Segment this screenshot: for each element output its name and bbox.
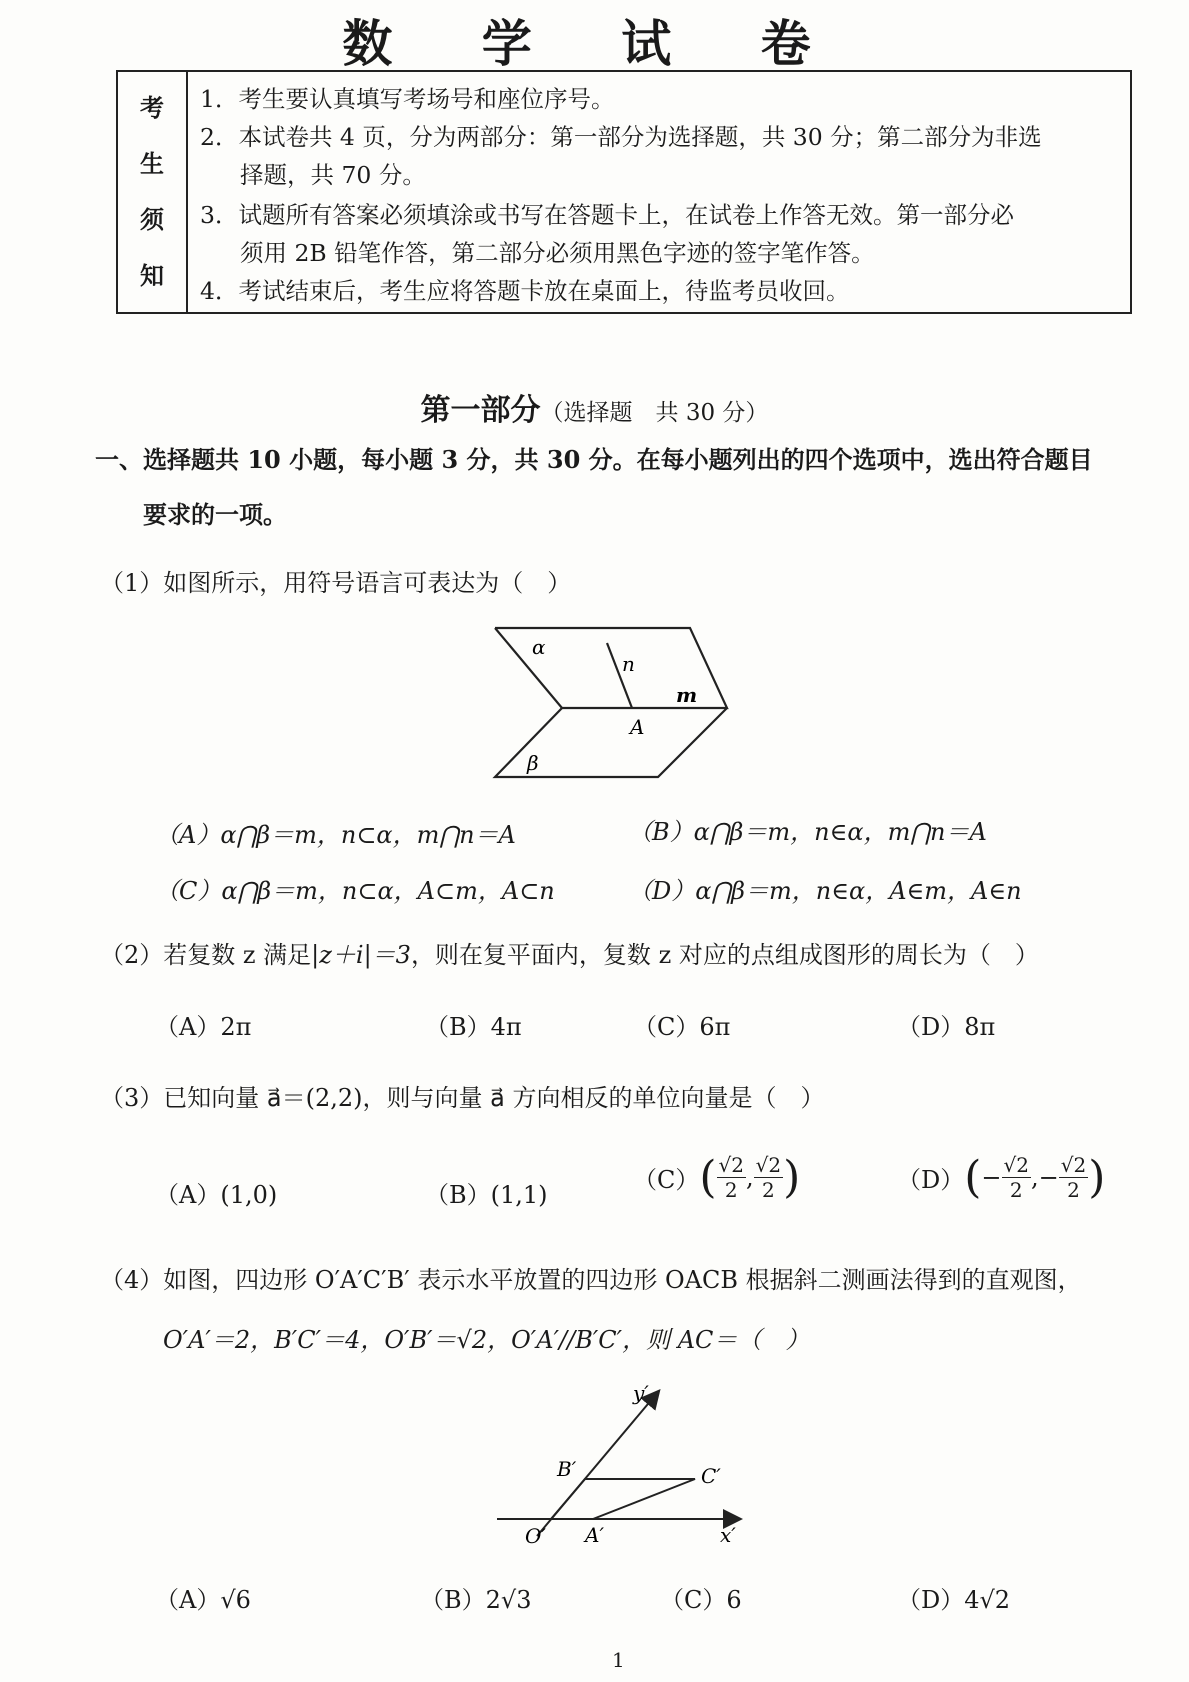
exam-title: 数 学 试 卷 <box>342 15 847 73</box>
question-3-stem: （3）已知向量 a⃗＝(2,2)，则与向量 a⃗ 方向相反的单位向量是（ ） <box>100 1084 825 1112</box>
section-subtitle: （选择题 共 30 分） <box>540 400 769 426</box>
label-n: n <box>622 652 635 676</box>
label-alpha: α <box>532 635 546 659</box>
q2-option-d[interactable]: （D）8π <box>897 1013 996 1041</box>
q2-option-b[interactable]: （B）4π <box>425 1013 522 1041</box>
fraction-numerator: √2 <box>718 1153 745 1177</box>
q4-option-d[interactable]: （D）4√2 <box>897 1586 1011 1614</box>
label-o-prime: O′ <box>525 1524 546 1548</box>
notice-line: 2．本试卷共 4 页，分为两部分：第一部分为选择题，共 30 分；第二部分为非选 <box>200 123 1042 151</box>
q2-stem-abs: |z＋i|＝3 <box>311 941 411 969</box>
notice-side-char: 生 <box>140 149 164 178</box>
q3-d-close-paren: ) <box>1088 1152 1106 1203</box>
label-y-prime: y′ <box>633 1381 649 1405</box>
page-number: 1 <box>612 1648 625 1672</box>
question-4-stem-line-1: （4）如图，四边形 O′A′C′B′ 表示水平放置的四边形 OACB 根据斜二测画法得到的直观图， <box>100 1266 1082 1294</box>
fraction-denominator: 2 <box>724 1178 738 1202</box>
q1-option-a[interactable]: （A）α⋂β＝m，n⊂α，m⋂n＝A <box>155 821 516 849</box>
q3-d-minus: − <box>981 1163 1002 1192</box>
question-4-stem-line-2: O′A′＝2，B′C′＝4，O′B′＝√2，O′A′//B′C′，则 AC＝（ ） <box>163 1326 810 1354</box>
q1-option-d[interactable]: （D）α⋂β＝m，n∈α，A∈m，A∈n <box>628 877 1022 905</box>
label-beta: β <box>527 751 539 775</box>
q3-c-comma: , <box>746 1163 754 1192</box>
notice-side-char: 知 <box>140 261 164 290</box>
section-instruction-cont: 要求的一项。 <box>143 500 287 529</box>
label-a-prime: A′ <box>585 1523 604 1547</box>
q3-option-c[interactable] <box>633 1152 800 1203</box>
q1-option-b[interactable]: （B）α⋂β＝m，n∈α，m⋂n＝A <box>628 818 987 846</box>
fraction-numerator: √2 <box>755 1153 782 1177</box>
notice-side-char: 考 <box>140 93 164 122</box>
q3-d-minus: − <box>1038 1163 1059 1192</box>
q3-option-d[interactable] <box>897 1152 1105 1203</box>
q3-option-a[interactable]: （A）(1,0) <box>155 1181 278 1209</box>
section-instruction: 一、选择题共 10 小题，每小题 3 分，共 30 分。在每小题列出的四个选项中，选出符合题目 <box>95 445 1093 474</box>
q3-d-open-paren: ( <box>964 1152 982 1203</box>
q3-option-c-label: （C） <box>633 1166 700 1194</box>
fraction-numerator: √2 <box>1003 1153 1029 1177</box>
q2-option-c[interactable]: （C）6π <box>633 1013 731 1041</box>
notice-side-label <box>118 72 188 312</box>
label-c-prime: C′ <box>701 1464 721 1488</box>
q2-stem-pre: （2）若复数 z 满足 <box>100 941 312 969</box>
q3-option-d-label: （D） <box>897 1166 965 1194</box>
q3-option-b[interactable]: （B）(1,1) <box>425 1181 548 1209</box>
notice-line: 择题，共 70 分。 <box>240 161 426 189</box>
label-x-prime: x′ <box>720 1523 736 1547</box>
q1-planes-figure <box>490 620 750 780</box>
quadrilateral-oacb <box>551 1479 695 1519</box>
q4-option-a[interactable]: （A）√6 <box>155 1586 251 1614</box>
fraction-denominator: 2 <box>1067 1178 1080 1202</box>
label-b-prime: B′ <box>557 1457 577 1481</box>
section-title-main: 第一部分 <box>420 393 541 428</box>
label-m: m <box>676 683 698 707</box>
question-2-stem <box>100 935 1039 970</box>
notice-line: 3．试题所有答案必须填涂或书写在答题卡上，在试卷上作答无效。第一部分必 <box>200 201 1014 229</box>
q3-d-fraction-1 <box>1002 1153 1031 1202</box>
q4-option-b[interactable]: （B）2√3 <box>420 1586 532 1614</box>
q4-oblique-figure <box>495 1378 755 1553</box>
q1-option-c[interactable]: （C）α⋂β＝m，n⊂α，A⊂m，A⊂n <box>155 877 555 905</box>
q4-option-c[interactable]: （C）6 <box>660 1586 742 1614</box>
label-A: A <box>630 715 645 739</box>
q2-option-a[interactable]: （A）2π <box>155 1013 252 1041</box>
notice-side-char: 须 <box>140 205 164 234</box>
fraction-denominator: 2 <box>1009 1178 1023 1202</box>
notice-line: 须用 2B 铅笔作答，第二部分必须用黑色字迹的签字笔作答。 <box>240 239 875 267</box>
section-title <box>0 385 1189 429</box>
fraction-denominator: 2 <box>762 1178 775 1202</box>
candidate-notice-box <box>116 70 1132 314</box>
notice-line: 4．考试结束后，考生应将答题卡放在桌面上，待监考员收回。 <box>200 277 850 305</box>
q3-c-fraction-2 <box>754 1153 783 1202</box>
q2-stem-post: ，则在复平面内，复数 z 对应的点组成图形的周长为（ ） <box>410 941 1039 969</box>
q3-c-close-paren: ) <box>783 1152 801 1203</box>
q3-c-fraction-1 <box>717 1153 746 1202</box>
q3-c-open-paren: ( <box>699 1152 717 1203</box>
question-1-stem: （1）如图所示，用符号语言可表达为（ ） <box>100 569 572 597</box>
q3-d-fraction-2 <box>1059 1153 1088 1202</box>
notice-line: 1．考生要认真填写考场号和座位序号。 <box>200 85 615 113</box>
q3-d-comma: , <box>1031 1163 1039 1192</box>
fraction-numerator: √2 <box>1060 1153 1087 1177</box>
